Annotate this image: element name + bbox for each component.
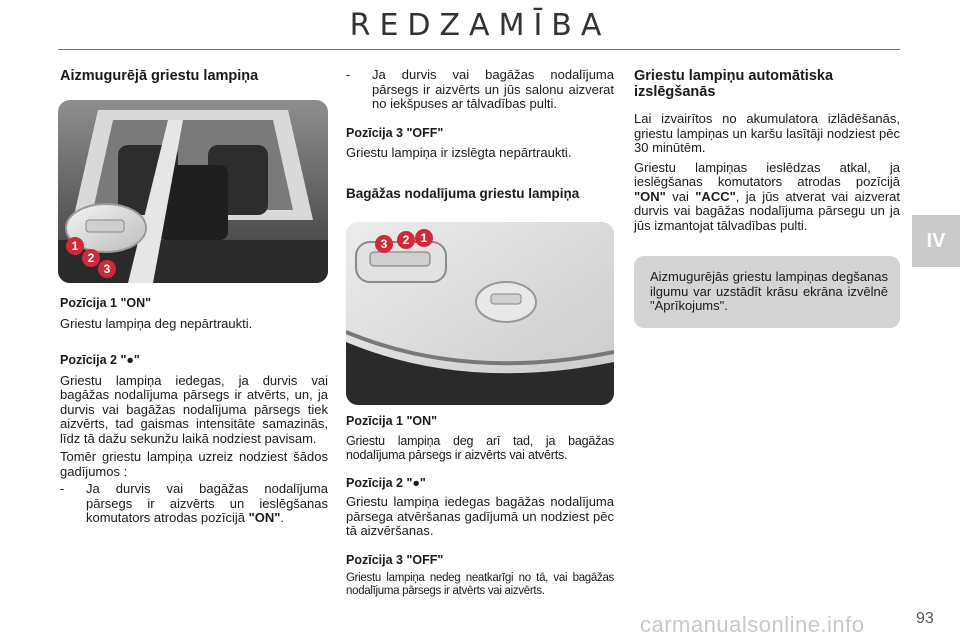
list-item: - Ja durvis vai bagāžas nodalījuma pārsegs ir aizvērts un jūs salonu aizverat no iekšpuses ar tālvadības pulti. (346, 67, 614, 111)
section-heading-boot-lamp: Bagāžas nodalījuma griestu lampiņa (346, 185, 580, 201)
callout-3: 3 (375, 235, 393, 253)
boot-pos1-text: Griestu lampiņa deg arī tad, ja bagāžas nodalījuma pārsegs ir aizvērts vai atvērts. (346, 433, 614, 462)
callout-2: 2 (82, 249, 100, 267)
boot-pos1-title: Pozīcija 1 "ON" (346, 414, 438, 428)
callout-3: 3 (98, 260, 116, 278)
boot-lamp-photo (346, 222, 614, 405)
page-title: REDZAMĪBA (349, 8, 611, 43)
right-column (634, 68, 900, 233)
middle-column (346, 68, 614, 201)
section-heading-auto-off: Griestu lampiņu automātiska izslēgšanās (634, 68, 834, 100)
callout-1: 1 (415, 229, 433, 247)
watermark: carmanualsonline.info (640, 612, 865, 637)
middle-body (346, 414, 614, 598)
left-body (60, 296, 328, 526)
info-note (634, 256, 900, 328)
pos2-title: Pozīcija 2 "●" (60, 353, 140, 367)
boot-pos3-title: Pozīcija 3 "OFF" (346, 552, 444, 567)
pos2-text2: Tomēr griestu lampiņa uzreiz nodziest šādos gadījumos : (60, 449, 328, 479)
pos1-title: Pozīcija 1 "ON" (60, 296, 152, 310)
bullet2-text: Ja durvis vai bagāžas nodalījuma pārsegs ir aizvērts un jūs salonu aizverat no iekšpuses ar tālvadības pulti. (372, 67, 614, 111)
bullet1-text: Ja durvis vai bagāžas nodalījuma pārsegs ir aizvērts un ieslēgšanas komutators atrodas pozīcijā (86, 481, 328, 525)
auto-off-para2: Griestu lampiņas ieslēdzas atkal, ja ieslēgšanas komutators atrodas pozīcijā "ON" vai "ACC", ja jūs atverat vai aizverat durvis vai bagāžas nodalījuma pārsegu un ja jūs izmantojat tālvadības pulti. (634, 159, 901, 233)
auto-off-para1: Lai izvairītos no akumulatora izlādēšanās, griestu lampiņas un karšu lasītāji nodziest pēc 30 minūtēm. (634, 111, 900, 155)
bullet1-on: "ON" (248, 510, 281, 525)
pos2-text: Griestu lampiņa iedegas, ja durvis vai bagāžas nodalījuma pārsegs ir atvērts, un, ja durvis vai bagāžas nodalījuma pārsegs tiek aizvērts, tad gaismas intensitāte samazinās, līdz tā dažu sekunžu laikā nodziest pavisam. (60, 372, 328, 446)
boot-pos3-text: Griestu lampiņa nedeg neatkarīgi no tā, vai bagāžas nodalījuma pārsegs ir atvērts vai aizvērts. (346, 572, 614, 597)
rear-cabin-photo (58, 100, 328, 283)
boot-pos2-text: Griestu lampiņa iedegas bagāžas nodalījuma pārsega atvēršanas gadījumā un nodziest pēc tā aizvēršanas. (346, 494, 614, 538)
pos3-title: Pozīcija 3 "OFF" (346, 125, 444, 140)
boot-pos2-title: Pozīcija 2 "●" (346, 475, 426, 490)
section-heading-rear-lamp: Aizmugurējā griestu lampiņa (60, 68, 259, 84)
callout-1: 1 (66, 237, 84, 255)
info-note-text: Aizmugurējās griestu lampiņas degšanas ilgumu var uzstādīt krāsu ekrāna izvēlnē "Aprīkojums". (650, 269, 888, 313)
pos3-text: Griestu lampiņa ir izslēgta nepārtraukti. (346, 145, 572, 160)
page-number: 93 (916, 610, 934, 627)
chapter-tab: IV (912, 215, 960, 267)
list-item: - Ja durvis vai bagāžas nodalījuma pārsegs ir aizvērts un ieslēgšanas komutators atrodas pozīcijā "ON". (60, 481, 328, 525)
header-divider (58, 49, 900, 50)
callout-2: 2 (397, 231, 415, 249)
pos1-text: Griestu lampiņa deg nepārtraukti. (60, 315, 253, 331)
left-column (60, 68, 328, 84)
